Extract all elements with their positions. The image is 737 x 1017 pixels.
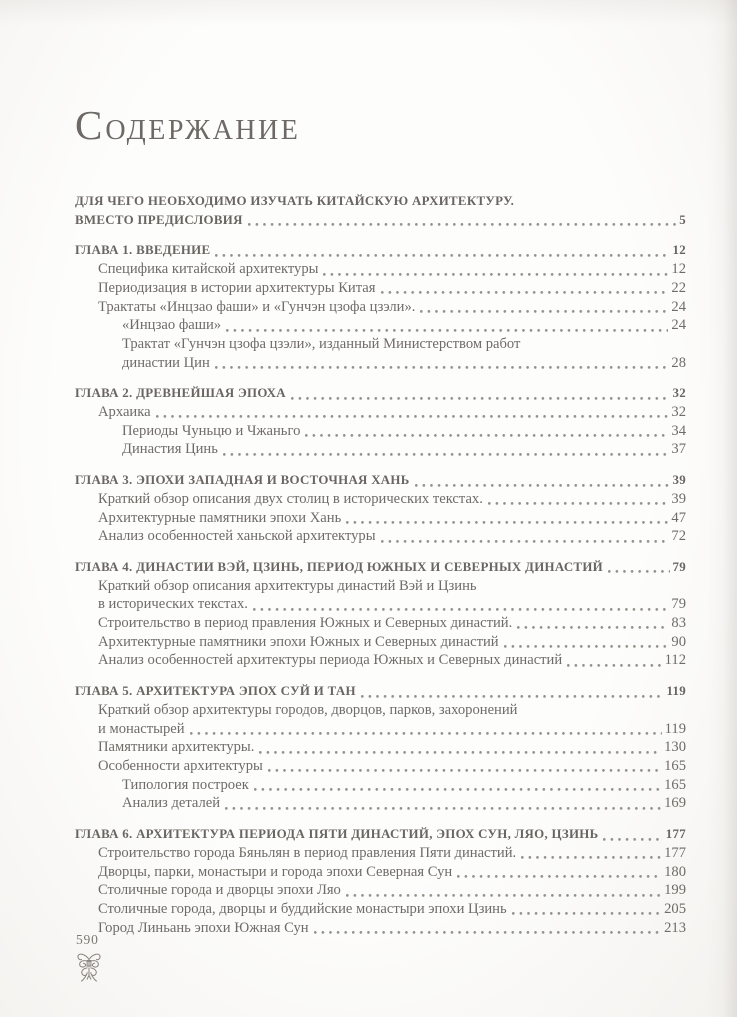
toc-chapter-label: ГЛАВА 4. ДИНАСТИИ ВЭЙ, ЦЗИНЬ, ПЕРИОД ЮЖНЫХ И СЕВЕРНЫХ ДИНАСТИЙ [75, 559, 603, 574]
toc-entry-row [75, 720, 686, 739]
dot-leader [457, 863, 661, 882]
toc-page-number: 165 [664, 757, 686, 774]
toc-section [75, 192, 686, 229]
toc-entry-label: Анализ деталей [122, 795, 221, 812]
toc-page-number: 177 [664, 844, 686, 861]
toc-entry-label: Типология построек [122, 776, 249, 793]
toc-entry-row [75, 335, 686, 354]
toc-entry-row [75, 738, 686, 757]
toc-entry-row [75, 881, 686, 900]
dot-leader [223, 440, 669, 459]
toc-chapter-row [75, 558, 686, 577]
toc-entry-row [75, 577, 686, 596]
taotie-ornament-icon [75, 952, 103, 982]
toc-entry-label: Особенности архитектуры [98, 757, 263, 774]
toc-chapter-row [75, 471, 686, 490]
dot-leader [603, 825, 662, 844]
toc-chapter-label: ГЛАВА 2. ДРЕВНЕЙШАЯ ЭПОХА [75, 386, 286, 401]
dot-leader [215, 241, 669, 260]
toc-page-number: 72 [671, 528, 686, 545]
dot-leader [190, 720, 662, 739]
toc-entry-label: Столичные города и дворцы эпохи Ляо [98, 882, 341, 899]
toc-page-number: 205 [664, 900, 686, 917]
dot-leader [420, 298, 668, 317]
toc-page-number: 37 [671, 441, 686, 458]
toc-entry-row [75, 900, 686, 919]
toc-entry-row [75, 260, 686, 279]
toc-page-number: 199 [664, 882, 686, 899]
toc-entry-row [75, 776, 686, 795]
dot-leader [253, 595, 668, 614]
dot-leader [346, 881, 661, 900]
toc-chapter-row [75, 241, 686, 260]
toc-section [75, 558, 686, 670]
toc-entry-label: Строительство города Бяньлян в период правления Пяти династий. [98, 844, 517, 861]
toc-entry-row [75, 354, 686, 373]
dot-leader [314, 919, 661, 938]
dot-leader [305, 422, 668, 441]
toc-entry-row [75, 595, 686, 614]
toc-entry-row [75, 279, 686, 298]
toc-chapter-row [75, 825, 686, 844]
toc-page-number: 130 [664, 739, 686, 756]
dot-leader [248, 211, 677, 230]
folio-page-number: 590 [76, 932, 99, 947]
dot-leader [415, 471, 670, 490]
toc-entry-label: Столичные города, дворцы и буддийские монастыри эпохи Цзинь [98, 900, 507, 917]
dot-leader [521, 844, 661, 863]
dot-leader [517, 614, 668, 633]
toc-entry-row [75, 440, 686, 459]
toc-page-number: 5 [679, 212, 686, 227]
toc-entry-label: Архаика [98, 404, 151, 421]
toc-entry-label: Краткий обзор описания архитектуры династий Вэй и Цзинь [98, 577, 477, 594]
toc-entry-label: Архитектурные памятники эпохи Южных и Северных династий [98, 633, 499, 650]
dot-leader [608, 558, 670, 577]
toc-entry-row [75, 701, 686, 720]
dot-leader [381, 527, 669, 546]
dot-leader [512, 900, 661, 919]
toc-entry-row [75, 633, 686, 652]
toc-entry-row [75, 919, 686, 938]
toc-chapter-row [75, 384, 686, 403]
toc-section [75, 825, 686, 937]
toc-page-number: 22 [671, 279, 686, 296]
toc-page-number: 79 [671, 596, 686, 613]
toc-page-number: 180 [664, 863, 686, 880]
toc-chapter-label: ВМЕСТО ПРЕДИСЛОВИЯ [75, 212, 243, 227]
dot-leader [225, 794, 661, 813]
toc-entry-label: и монастырей [98, 720, 185, 737]
toc-entry-row [75, 509, 686, 528]
toc-entry-label: Город Линьань эпохи Южная Сун [98, 919, 309, 936]
dot-leader [567, 651, 661, 670]
toc-page-number: 24 [671, 317, 686, 334]
toc-entry-label: Архитектурные памятники эпохи Хань [98, 509, 342, 526]
toc-page-number: 79 [672, 559, 686, 574]
toc-entry-label: Строительство в период правления Южных и Северных династий. [98, 615, 513, 632]
toc [75, 192, 686, 937]
toc-entry-row [75, 403, 686, 422]
toc-entry-row [75, 844, 686, 863]
toc-entry-row [75, 298, 686, 317]
toc-section [75, 471, 686, 546]
page-footer [76, 932, 103, 982]
toc-entry-label: Трактаты «Инцзао фаши» и «Гунчэн цзофа цзэли». [98, 298, 416, 315]
toc-page-number: 119 [666, 684, 686, 699]
dot-leader [268, 757, 661, 776]
toc-page-number: 32 [672, 386, 686, 401]
dot-leader [291, 384, 670, 403]
toc-page-number: 12 [671, 261, 686, 278]
toc-entry-row [75, 651, 686, 670]
toc-chapter-row [75, 211, 686, 230]
toc-page-number: 169 [664, 795, 686, 812]
toc-page-number: 213 [664, 919, 686, 936]
page-title: СОДЕРЖАНИЕ [75, 102, 301, 148]
dot-leader [259, 738, 661, 757]
toc-entry-row [75, 757, 686, 776]
dot-leader [156, 403, 669, 422]
dot-leader [504, 633, 669, 652]
toc-entry-label: Специфика китайской архитектуры [98, 261, 319, 278]
dot-leader [226, 316, 668, 335]
toc-entry-label: Памятники архитектуры. [98, 739, 255, 756]
toc-page-number: 28 [671, 354, 686, 371]
toc-entry-label: «Инцзао фаши» [122, 317, 222, 334]
toc-page-number: 119 [664, 720, 686, 737]
toc-page-number: 34 [671, 422, 686, 439]
toc-page-number: 90 [671, 633, 686, 650]
toc-page-number: 165 [664, 776, 686, 793]
toc-entry-row [75, 863, 686, 882]
toc-chapter-label: ГЛАВА 6. АРХИТЕКТУРА ПЕРИОДА ПЯТИ ДИНАСТИЙ, ЭПОХ СУН, ЛЯО, ЦЗИНЬ [75, 827, 599, 842]
toc-page-number: 177 [665, 827, 686, 842]
toc-entry-label: Трактат «Гунчэн цзофа цзэли», изданный Министерством работ [122, 335, 521, 352]
toc-entry-label: династии Цин [122, 354, 210, 371]
toc-entry-label: Краткий обзор архитектуры городов, дворцов, парков, захоронений [98, 701, 518, 718]
toc-entry-row [75, 490, 686, 509]
toc-page-number: 12 [672, 243, 686, 258]
toc-entry-row [75, 527, 686, 546]
toc-section [75, 384, 686, 459]
dot-leader [381, 279, 669, 298]
dot-leader [488, 490, 669, 509]
toc-page-number: 32 [671, 404, 686, 421]
toc-page-number: 39 [672, 473, 686, 488]
toc-section [75, 241, 686, 372]
dot-leader [361, 682, 664, 701]
toc-entry-label: Анализ особенностей ханьской архитектуры [98, 528, 376, 545]
toc-entry-label: Периоды Чуньцю и Чжаньго [122, 422, 301, 439]
toc-page-number: 39 [671, 490, 686, 507]
toc-entry-label: в исторических текстах. [98, 596, 248, 613]
toc-entry-row [75, 794, 686, 813]
toc-page-number: 47 [671, 509, 686, 526]
toc-entry-label: Периодизация в истории архитектуры Китая [98, 279, 376, 296]
toc-chapter-label: ГЛАВА 3. ЭПОХИ ЗАПАДНАЯ И ВОСТОЧНАЯ ХАНЬ [75, 473, 410, 488]
toc-entry-label: Дворцы, парки, монастыри и города эпохи Северная Сун [98, 863, 453, 880]
toc-section [75, 682, 686, 813]
toc-entry-row [75, 422, 686, 441]
toc-page-number: 83 [671, 615, 686, 632]
toc-entry-label: Анализ особенностей архитектуры периода Южных и Северных династий [98, 652, 563, 669]
dot-leader [215, 354, 669, 373]
dot-leader [346, 509, 668, 528]
toc-page-number: 112 [664, 652, 686, 669]
toc-entry-row [75, 316, 686, 335]
toc-chapter-row [75, 192, 686, 211]
dot-leader [254, 776, 661, 795]
toc-chapter-label: ГЛАВА 1. ВВЕДЕНИЕ [75, 243, 211, 258]
dot-leader [323, 260, 668, 279]
toc-chapter-row [75, 682, 686, 701]
toc-entry-label: Династия Цинь [122, 441, 218, 458]
toc-entry-row [75, 614, 686, 633]
toc-page-number: 24 [671, 298, 686, 315]
toc-chapter-label: ДЛЯ ЧЕГО НЕОБХОДИМО ИЗУЧАТЬ КИТАЙСКУЮ АРХИТЕКТУРУ. [75, 194, 515, 208]
toc-chapter-label: ГЛАВА 5. АРХИТЕКТУРА ЭПОХ СУЙ И ТАН [75, 684, 356, 699]
toc-entry-label: Краткий обзор описания двух столиц в исторических текстах. [98, 490, 483, 507]
